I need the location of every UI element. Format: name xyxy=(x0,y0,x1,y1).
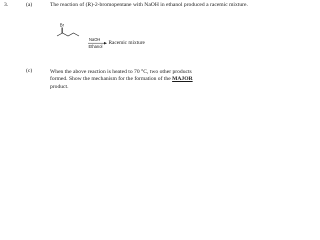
bromo-substituent-label: Br xyxy=(59,22,65,28)
part-c-text-end: product. xyxy=(50,83,69,90)
part-a-text: The reaction of (R)-2-bromopentane with NaOH in ethanol produced a racemic mixture. xyxy=(50,2,248,8)
2-bromopentane-structure xyxy=(57,28,79,37)
question-number: 3. xyxy=(4,2,9,8)
reagent-ethanol: Ethanol xyxy=(88,44,103,50)
part-c-text-start: When the above reaction is heated to 70 °C, two other products formed. Show the mechanism for the formation of the xyxy=(50,69,192,83)
part-c-label: (c) xyxy=(26,68,33,74)
major-emphasis: MAJOR xyxy=(172,76,193,83)
reagent-naoh: NaOH xyxy=(89,36,101,42)
part-a-label: (a) xyxy=(26,2,33,8)
product-label: Racemic mixture xyxy=(108,39,145,46)
part-c-text xyxy=(50,69,198,91)
